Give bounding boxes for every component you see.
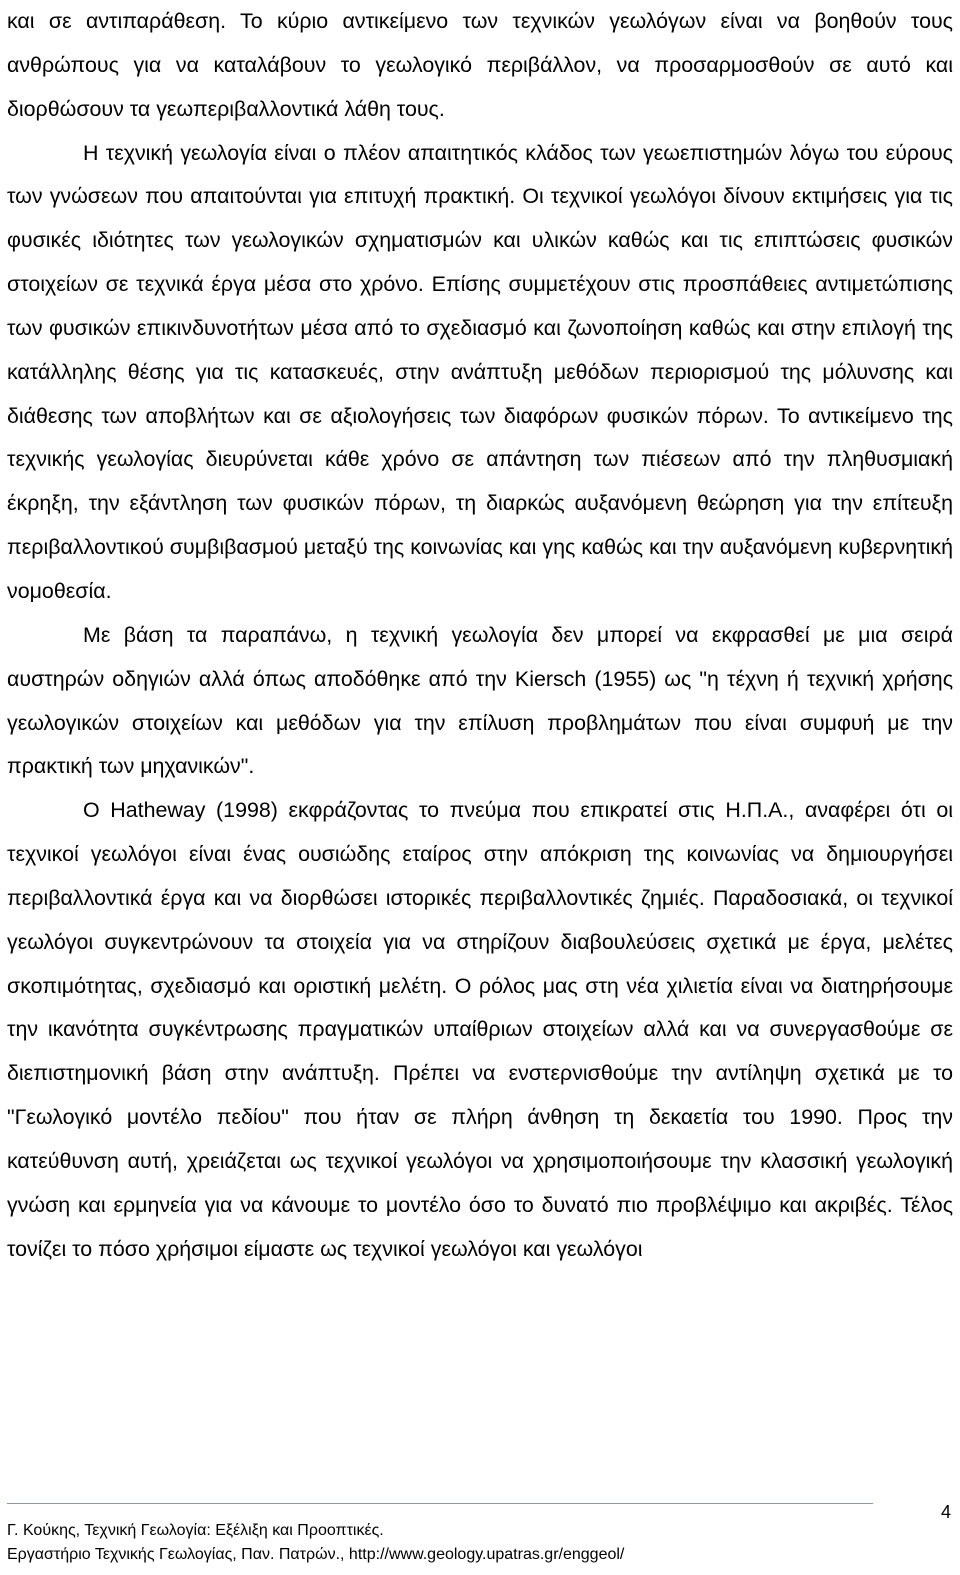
paragraph-4: Ο Hatheway (1998) εκφράζοντας το πνεύμα που επικρατεί στις Η.Π.Α., αναφέρει ότι οι τεχνικοί γεωλόγοι είναι ένας ουσιώδης εταίρος στην απόκριση της κοινωνίας να δημιουργήσει περιβαλλοντικά έργα και να διορθώσει ιστορικές περιβαλλοντικές ζημιές. Παραδοσιακά, οι τεχνικοί γεωλόγοι συγκεντρώνουν τα στοιχεία για να στηρίζουν διαβουλεύσεις σχετικά με έργα, μελέτες σκοπιμότητας, σχεδιασμό και οριστική μελέτη. Ο ρόλος μας στη νέα χιλιετία είναι να διατηρήσουμε την ικανότητα συγκέντρωσης πραγματικών υπαίθριων στοιχείων αλλά και να συνεργασθούμε σε διεπιστημονική βάση στην ανάπτυξη. Πρέπει να ενστερνισθούμε την αντίληψη σχετικά με το "Γεωλογικό μοντέλο πεδίου" που ήταν σε πλήρη άνθηση τη δεκαετία του 1990. Προς την κατεύθυνση αυτή, χρειάζεται ως τεχνικοί γεωλόγοι να χρησιμοποιήσουμε την κλασσική γεωλογική γνώση και ερμηνεία για να κάνουμε το μοντέλο όσο το δυνατό πιο προβλέψιμο και ακριβές. Τέλος τονίζει το πόσο χρήσιμοι είμαστε ως τεχνικοί γεωλόγοι και γεωλόγοι [7, 798, 953, 1261]
page-number: 4 [940, 1502, 951, 1522]
footer-citation: Γ. Κούκης, Τεχνική Γεωλογία: Εξέλιξη και Προοπτικές. [7, 1522, 384, 1539]
footer-divider [7, 1503, 873, 1504]
paragraph-3: Με βάση τα παραπάνω, η τεχνική γεωλογία δεν μπορεί να εκφρασθεί με μια σειρά αυστηρών οδηγιών αλλά όπως αποδόθηκε από την Kiersch (1955) ως "η τέχνη ή τεχνική χρήσης γεωλογικών στοιχείων και μεθόδων για την επίλυση προβλημάτων που είναι συμφυή με την πρακτική των μηχανικών". [7, 622, 953, 779]
paragraph-1: και σε αντιπαράθεση. Το κύριο αντικείμενο των τεχνικών γεωλόγων είναι να βοηθούν τους ανθρώπους για να καταλάβουν το γεωλογικό περιβάλλον, να προσαρμοσθούν σε αυτό και διορθώσουν τα γεωπεριβαλλοντικά λάθη τους. [7, 9, 953, 121]
footer-affiliation: Εργαστήριο Τεχνικής Γεωλογίας, Παν. Πατρών., http://www.geology.upatras.gr/enggeol/ [7, 1546, 625, 1563]
body-text [7, 0, 953, 1271]
paragraph-2: Η τεχνική γεωλογία είναι ο πλέον απαιτητικός κλάδος των γεωεπιστημών λόγω του εύρους των γνώσεων που απαιτούνται για επιτυχή πρακτική. Οι τεχνικοί γεωλόγοι δίνουν εκτιμήσεις για τις φυσικές ιδιότητες των γεωλογικών σχηματισμών και υλικών καθώς και τις επιπτώσεις φυσικών στοιχείων σε τεχνικά έργα μέσα στο χρόνο. Επίσης συμμετέχουν στις προσπάθειες αντιμετώπισης των φυσικών επικινδυνοτήτων μέσα από το σχεδιασμό και ζωνοποίηση καθώς και στην επιλογή της κατάλληλης θέσης για τις κατασκευές, στην ανάπτυξη μεθόδων περιορισμού της μόλυνσης και διάθεσης των αποβλήτων και σε αξιολογήσεις των διαφόρων φυσικών πόρων. Το αντικείμενο της τεχνικής γεωλογίας διευρύνεται κάθε χρόνο σε απάντηση των πιέσεων από την πληθυσμιακή έκρηξη, την εξάντληση των φυσικών πόρων, τη διαρκώς αυξανόμενη θεώρηση για την επίτευξη περιβαλλοντικού συμβιβασμού μεταξύ της κοινωνίας και γης καθώς και την αυξανόμενη κυβερνητική νομοθεσία. [7, 140, 953, 603]
